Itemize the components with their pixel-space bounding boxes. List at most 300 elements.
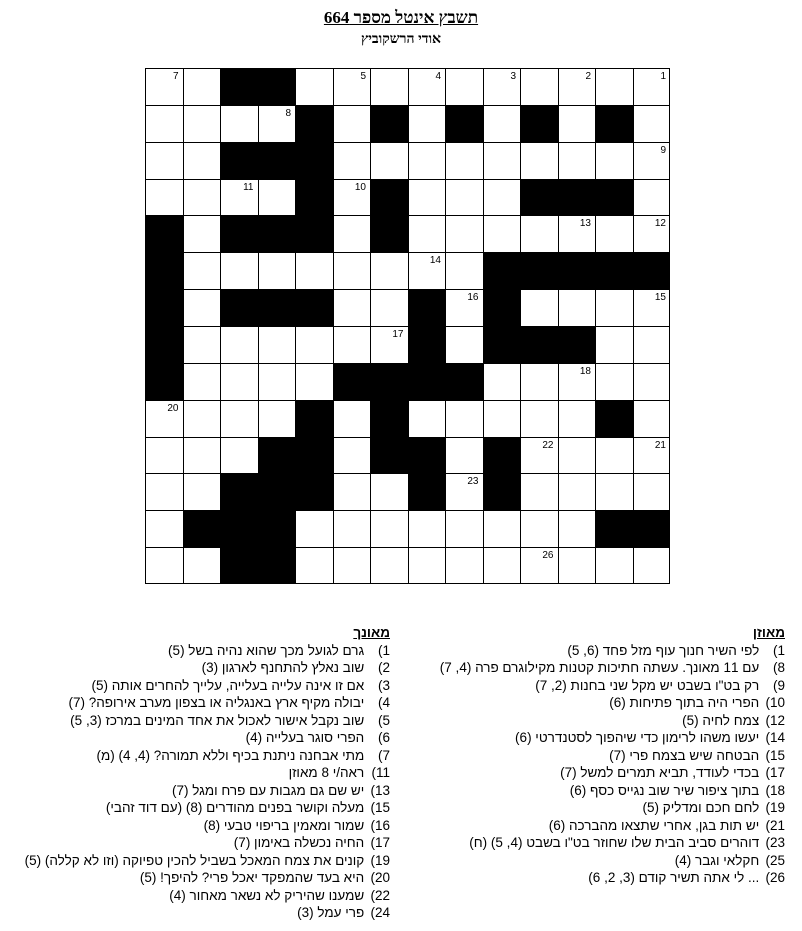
clue-number: 17) [765, 765, 785, 780]
grid-cell[interactable] [520, 68, 558, 105]
puzzle-title: תשבץ אינטל מספר 664 [323, 8, 479, 27]
clue-number: 6) [377, 730, 390, 745]
block-cell [370, 363, 408, 400]
grid-cell[interactable] [408, 215, 446, 252]
grid-cell[interactable] [183, 68, 221, 105]
block-cell [295, 215, 333, 252]
grid-cell[interactable] [483, 179, 521, 216]
grid-cell[interactable] [145, 179, 183, 216]
down-clue [10, 712, 390, 730]
clue-text: גרם לגועל מכך שהוא נהיה בשל (5) [168, 642, 365, 658]
grid-cell[interactable] [183, 215, 221, 252]
puzzle-author: אודי הרשקוביץ [360, 32, 442, 47]
block-cell [445, 105, 483, 142]
cell-number: 23 [467, 476, 479, 488]
clue-number: 2) [377, 660, 390, 675]
block-cell [408, 363, 446, 400]
grid-cell[interactable] [558, 510, 596, 547]
clue-text: צמח לחיה (5) [682, 712, 760, 728]
grid-cell[interactable] [258, 252, 296, 289]
clue-text: ... לי אתה תשיר קודם (3, 2, 6) [588, 870, 760, 885]
across-clue [405, 694, 785, 712]
block-cell [220, 142, 258, 179]
grid-cell[interactable] [183, 363, 221, 400]
grid-line [145, 68, 146, 584]
grid-cell[interactable] [183, 547, 221, 584]
down-clue [10, 887, 390, 905]
clue-text: יעשו משהו לרימון כדי שיהפוך לסטנדרטי (6) [515, 730, 760, 745]
grid-cell[interactable] [633, 473, 671, 510]
cell-number: 16 [467, 292, 479, 304]
grid-cell[interactable] [483, 142, 521, 179]
block-cell [595, 400, 633, 437]
block-cell [183, 510, 221, 547]
cell-number: 11 [243, 181, 254, 193]
cell-number: 25 [654, 513, 666, 525]
cell-number: 20 [167, 402, 179, 414]
clue-text: היא בעד שהמפקד יאכל פרי? להיפך! (5) [139, 870, 365, 885]
grid-cell[interactable] [445, 252, 483, 289]
block-cell [220, 289, 258, 326]
grid-cell[interactable] [333, 252, 371, 289]
block-cell [595, 105, 633, 142]
clue-text: הבטחה שיש בצמח פרי (7) [609, 747, 760, 763]
grid-cell[interactable] [520, 363, 558, 400]
grid-line [445, 68, 446, 584]
grid-cell[interactable] [370, 142, 408, 179]
block-cell [145, 215, 183, 252]
block-cell [220, 68, 258, 105]
down-clue [10, 799, 390, 817]
block-cell [520, 326, 558, 363]
clue-number: 20) [370, 870, 390, 885]
clue-text: בכדי לעודד, תביא תמרים למשל (7) [560, 765, 760, 780]
down-clue [10, 869, 390, 887]
block-cell [520, 179, 558, 216]
grid-cell[interactable] [333, 289, 371, 326]
grid-cell[interactable] [595, 437, 633, 474]
grid-cell[interactable] [595, 215, 633, 252]
grid-cell[interactable] [558, 142, 596, 179]
grid-cell[interactable] [370, 510, 408, 547]
clue-number: 25) [765, 852, 785, 868]
block-cell [295, 179, 333, 216]
grid-cell[interactable] [595, 547, 633, 584]
clue-number: 22) [370, 887, 390, 903]
block-cell [258, 437, 296, 474]
grid-cell[interactable] [595, 142, 633, 179]
grid-cell[interactable] [145, 473, 183, 510]
clue-text: שמור ומאמין בריפוי טבעי (8) [203, 817, 365, 833]
grid-cell[interactable] [333, 437, 371, 474]
grid-cell[interactable] [408, 510, 446, 547]
down-clue [10, 729, 390, 747]
block-cell [370, 179, 408, 216]
block-cell [408, 473, 446, 510]
block-cell [483, 437, 521, 474]
down-clue [10, 817, 390, 835]
grid-line [595, 68, 596, 584]
down-heading: מאונך [353, 625, 390, 640]
grid-cell[interactable] [220, 437, 258, 474]
clue-number: 26) [765, 870, 785, 885]
clue-text: לחם חכם ומדליק (5) [642, 800, 760, 815]
grid-cell[interactable] [370, 68, 408, 105]
grid-cell[interactable] [483, 400, 521, 437]
block-cell [295, 105, 333, 142]
clue-text: קונים את צמח המאכל בשביל להכין טפיוקה (וזו לא קללה) (5) [24, 852, 365, 868]
clue-text: יש תות בגן, אחרי שתצאו מהברכה (6) [548, 817, 760, 833]
grid-line [669, 68, 670, 584]
grid-cell[interactable] [483, 215, 521, 252]
block-cell [258, 547, 296, 584]
grid-cell[interactable] [220, 400, 258, 437]
grid-cell[interactable] [220, 363, 258, 400]
grid-cell[interactable] [558, 400, 596, 437]
grid-cell[interactable] [483, 547, 521, 584]
grid-line [633, 68, 634, 584]
clue-number: 12) [765, 712, 785, 728]
grid-cell[interactable] [333, 142, 371, 179]
clue-text: לפי השיר חנוך עוף מזל פחד (6, 5) [567, 642, 760, 658]
clue-text: עם 11 מאונך. עשתה חתיכות קטנות מקילוגרם פרה (4, 7) [439, 660, 760, 675]
grid-cell[interactable] [520, 142, 558, 179]
clue-number: 8) [772, 660, 785, 675]
block-cell [595, 510, 633, 547]
clue-number: 13) [370, 782, 390, 798]
grid-cell[interactable] [333, 547, 371, 584]
grid-line [295, 68, 296, 584]
block-cell [220, 547, 258, 584]
grid-cell[interactable] [145, 510, 183, 547]
grid-cell[interactable] [520, 400, 558, 437]
block-cell [483, 252, 521, 289]
grid-cell[interactable] [183, 105, 221, 142]
clue-text: מעלה וקושר בפנים מהודרים (8) (עם דוד זהבי) [105, 800, 365, 815]
grid-cell[interactable] [483, 510, 521, 547]
clue-text: החיה נכשלה באימון (7) [233, 835, 365, 850]
grid-cell[interactable] [595, 326, 633, 363]
across-clue [405, 712, 785, 730]
grid-cell[interactable] [295, 363, 333, 400]
clue-number: 18) [765, 782, 785, 798]
clue-text: בתוך ציפור שיר שוב נגייס כסף (6) [569, 782, 760, 798]
across-clue [405, 869, 785, 887]
across-clue [405, 747, 785, 765]
grid-cell[interactable] [183, 326, 221, 363]
block-cell [483, 326, 521, 363]
cell-number: 4 [435, 71, 441, 82]
grid-line [408, 68, 409, 584]
across-clue [405, 834, 785, 852]
grid-cell[interactable] [445, 68, 483, 105]
clue-text: אם זו אינה עלייה בעלייה, עלייך להחרים אותה (5) [91, 677, 365, 693]
grid-cell[interactable] [183, 473, 221, 510]
grid-cell[interactable] [408, 400, 446, 437]
clue-number: 15) [765, 747, 785, 763]
clue-number: 1) [377, 642, 390, 658]
clue-text: שמענו שהיריק לא נשאר מאחור (4) [169, 887, 365, 903]
block-cell [295, 473, 333, 510]
across-clue [405, 642, 785, 660]
grid-cell[interactable] [183, 179, 221, 216]
grid-cell[interactable] [295, 510, 333, 547]
grid-cell[interactable] [220, 105, 258, 142]
clue-number: 4) [377, 695, 390, 710]
across-clue [405, 659, 785, 677]
grid-cell[interactable] [370, 252, 408, 289]
down-clue [10, 764, 390, 782]
grid-cell[interactable] [295, 252, 333, 289]
grid-cell[interactable] [483, 363, 521, 400]
grid-cell[interactable] [408, 105, 446, 142]
grid-cell[interactable] [183, 437, 221, 474]
grid-cell[interactable] [633, 179, 671, 216]
clue-text: הפרי היה בתוך פתיחות (6) [609, 695, 760, 710]
grid-cell[interactable] [333, 105, 371, 142]
grid-cell[interactable] [183, 289, 221, 326]
clue-text: ראה/י 8 מאוזן [288, 765, 365, 780]
block-cell [483, 289, 521, 326]
down-clue [10, 852, 390, 870]
clue-text: יש שם גם מגבות עם פרח ומגל (7) [172, 782, 365, 798]
cell-number: 3 [510, 71, 516, 82]
across-clue [405, 817, 785, 835]
cell-number: 7 [172, 71, 179, 82]
across-clues [405, 624, 785, 887]
grid-cell[interactable] [295, 547, 333, 584]
cell-number: 14 [429, 255, 441, 267]
block-cell [408, 437, 446, 474]
grid-cell[interactable] [408, 142, 446, 179]
grid-cell[interactable] [183, 252, 221, 289]
grid-cell[interactable] [370, 547, 408, 584]
grid-cell[interactable] [333, 215, 371, 252]
grid-cell[interactable] [445, 400, 483, 437]
block-cell [370, 105, 408, 142]
grid-line [558, 68, 559, 584]
clue-number: 19) [765, 800, 785, 815]
block-cell [408, 289, 446, 326]
down-clue [10, 904, 390, 922]
grid-cell[interactable] [145, 547, 183, 584]
grid-cell[interactable] [633, 547, 671, 584]
clue-number: 17) [370, 835, 390, 850]
grid-cell[interactable] [408, 179, 446, 216]
cell-number: 17 [392, 329, 404, 340]
clue-text: רק בט"ו בשבט יש מקל שני בחנות (2, 7) [535, 677, 760, 693]
block-cell [520, 252, 558, 289]
grid-line [370, 68, 371, 584]
grid-cell[interactable] [633, 363, 671, 400]
grid-cell[interactable] [633, 326, 671, 363]
block-cell [220, 510, 258, 547]
clue-text: שוב נאלץ להתחנף לארגון (3) [201, 660, 365, 675]
grid-cell[interactable] [558, 105, 596, 142]
grid-cell[interactable] [295, 326, 333, 363]
cell-number: 15 [654, 292, 666, 304]
down-clue [10, 642, 390, 660]
grid-line [183, 68, 184, 584]
grid-cell[interactable] [145, 437, 183, 474]
cell-number: 19 [317, 402, 329, 414]
block-cell [558, 326, 596, 363]
grid-cell[interactable] [333, 473, 371, 510]
grid-cell[interactable] [558, 437, 596, 474]
block-cell [295, 437, 333, 474]
clue-number: 7) [377, 747, 390, 763]
block-cell [295, 289, 333, 326]
grid-cell[interactable] [258, 400, 296, 437]
grid-cell[interactable] [258, 179, 296, 216]
block-cell [558, 252, 596, 289]
grid-cell[interactable] [595, 473, 633, 510]
grid-cell[interactable] [520, 289, 558, 326]
grid-cell[interactable] [558, 547, 596, 584]
block-cell [633, 252, 671, 289]
grid-line [258, 68, 259, 584]
block-cell [370, 400, 408, 437]
grid-cell[interactable] [445, 437, 483, 474]
block-cell [520, 105, 558, 142]
grid-cell[interactable] [520, 510, 558, 547]
grid-cell[interactable] [520, 215, 558, 252]
grid-cell[interactable] [258, 363, 296, 400]
clue-text: שוב נקבל אישור לאכול את אחד המינים במרכז (3, 5) [70, 712, 365, 728]
grid-cell[interactable] [183, 400, 221, 437]
clue-text: מתי אבחנה ניתנת בכיף וללא תמורה? (4, 4) (מ) [96, 747, 365, 763]
grid-cell[interactable] [370, 473, 408, 510]
block-cell [595, 179, 633, 216]
grid-cell[interactable] [370, 289, 408, 326]
block-cell [145, 289, 183, 326]
grid-cell[interactable] [445, 142, 483, 179]
across-clue [405, 764, 785, 782]
across-clue [405, 729, 785, 747]
grid-cell[interactable] [445, 179, 483, 216]
down-clue [10, 659, 390, 677]
grid-cell[interactable] [520, 473, 558, 510]
grid-cell[interactable] [333, 400, 371, 437]
across-clue [405, 852, 785, 870]
grid-cell[interactable] [220, 326, 258, 363]
down-clue [10, 782, 390, 800]
down-clue [10, 677, 390, 695]
clue-number: 1) [772, 642, 785, 658]
block-cell [333, 363, 371, 400]
block-cell [595, 252, 633, 289]
clue-text: יבולה מקיף ארץ באנגליה או בצפון מערב אירופה? (7) [68, 695, 365, 710]
grid-line [520, 68, 521, 584]
down-clue [10, 834, 390, 852]
grid-cell[interactable] [408, 547, 446, 584]
across-clue [405, 782, 785, 800]
clue-number: 3) [377, 677, 390, 693]
block-cell [258, 215, 296, 252]
across-clue [405, 799, 785, 817]
cell-number: 21 [654, 439, 666, 451]
block-cell [408, 326, 446, 363]
block-cell [370, 215, 408, 252]
cell-number: 22 [542, 439, 554, 451]
block-cell [258, 473, 296, 510]
grid-cell[interactable] [258, 326, 296, 363]
block-cell [220, 215, 258, 252]
clue-number: 14) [765, 730, 785, 745]
grid-cell[interactable] [333, 326, 371, 363]
clue-number: 19) [370, 852, 390, 868]
block-cell [483, 473, 521, 510]
cell-number: 5 [360, 71, 366, 82]
grid-cell[interactable] [483, 105, 521, 142]
clue-number: 23) [765, 835, 785, 850]
cell-number: 2 [585, 71, 591, 82]
cell-number: 13 [579, 218, 591, 230]
grid-line [220, 68, 221, 584]
grid-cell[interactable] [295, 68, 333, 105]
clue-number: 5) [377, 712, 390, 728]
grid-cell[interactable] [558, 289, 596, 326]
grid-cell[interactable] [595, 289, 633, 326]
grid-cell[interactable] [445, 510, 483, 547]
block-cell [445, 363, 483, 400]
crossword-grid[interactable] [145, 68, 670, 584]
grid-cell[interactable] [183, 142, 221, 179]
clue-number: 16) [370, 817, 390, 833]
clue-number: 10) [765, 695, 785, 710]
grid-cell[interactable] [145, 142, 183, 179]
cell-number: 1 [660, 71, 666, 82]
block-cell [258, 510, 296, 547]
cell-number: 6 [285, 71, 291, 82]
block-cell [145, 363, 183, 400]
cell-number: 9 [660, 144, 666, 156]
grid-cell[interactable] [633, 105, 671, 142]
clue-text: חקלאי וגבר (4) [674, 852, 760, 868]
grid-cell[interactable] [595, 363, 633, 400]
block-cell [258, 289, 296, 326]
grid-cell[interactable] [145, 105, 183, 142]
grid-cell[interactable] [333, 510, 371, 547]
down-clue [10, 747, 390, 765]
clue-number: 21) [765, 817, 785, 833]
clue-text: דוהרים סביב הבית שלו שחוזר בט"ו בשבט (4, 5) (ח) [469, 835, 760, 850]
cell-number: 18 [579, 365, 591, 377]
grid-cell[interactable] [633, 400, 671, 437]
grid-cell[interactable] [445, 326, 483, 363]
block-cell [295, 142, 333, 179]
block-cell [258, 142, 296, 179]
across-heading: מאוזן [752, 625, 785, 640]
cell-number: 12 [654, 218, 666, 230]
clue-number: 11) [371, 765, 390, 780]
grid-cell[interactable] [445, 215, 483, 252]
block-cell [558, 179, 596, 216]
down-clue [10, 694, 390, 712]
grid-cell[interactable] [558, 473, 596, 510]
clue-number: 15) [370, 800, 390, 815]
grid-cell[interactable] [595, 68, 633, 105]
block-cell [370, 437, 408, 474]
grid-line [483, 68, 484, 584]
block-cell [145, 326, 183, 363]
grid-cell[interactable] [445, 547, 483, 584]
clue-text: פרי עמל (3) [297, 905, 365, 920]
down-clues [10, 624, 390, 922]
grid-cell[interactable] [220, 252, 258, 289]
cell-number: 10 [354, 181, 366, 193]
grid-line [333, 68, 334, 584]
